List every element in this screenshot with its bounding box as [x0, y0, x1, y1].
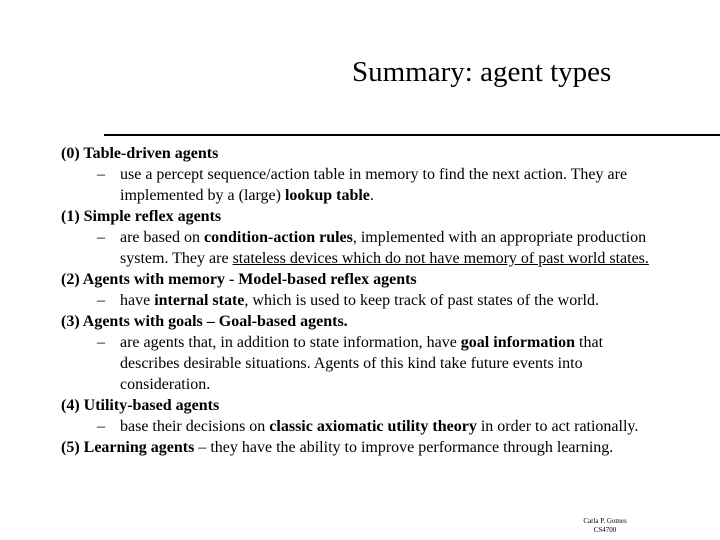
- heading-text: (5) Learning agents: [61, 439, 195, 456]
- item-detail-line: [61, 374, 717, 395]
- detail-text: implemented by a (large): [120, 187, 285, 204]
- detail-underlined: stateless devices which do not have memory of past world states.: [232, 250, 649, 267]
- item-heading-agents-with-memory: [61, 269, 717, 290]
- detail-text: in order to act rationally.: [476, 418, 639, 435]
- agent-types-list: [61, 143, 717, 458]
- detail-text: .: [369, 187, 374, 204]
- detail-text: that: [575, 334, 604, 351]
- detail-text: are based on: [120, 229, 204, 246]
- bullet-dash: –: [97, 166, 105, 183]
- bullet-dash: –: [97, 229, 105, 246]
- footer-author: Carla P. Gomes: [583, 517, 627, 525]
- heading-text: (3) Agents with goals –: [61, 313, 219, 330]
- detail-text: , implemented with an appropriate production: [352, 229, 647, 246]
- detail-text: , which is used to keep track of past states of the world.: [244, 292, 599, 309]
- bullet-dash: –: [97, 292, 105, 309]
- item-heading-learning: [61, 437, 717, 458]
- item-detail-line: [61, 353, 717, 374]
- item-detail-line: [61, 290, 717, 311]
- footer-course: CS4700: [593, 526, 617, 534]
- item-heading-utility-based: (4) Utility-based agents: [61, 397, 220, 414]
- heading-text: Goal-based agents.: [218, 313, 348, 330]
- heading-text: Model-based reflex agents: [238, 271, 417, 288]
- heading-tail-text: – they have the ability to improve performance through learning.: [194, 439, 614, 456]
- detail-emphasis: goal information: [460, 334, 576, 351]
- item-detail-line: [61, 164, 717, 185]
- detail-text: have: [120, 292, 155, 309]
- detail-text: consideration.: [120, 376, 211, 393]
- detail-emphasis: classic axiomatic utility theory: [269, 418, 477, 435]
- item-heading-agents-with-goals: [61, 311, 717, 332]
- detail-emphasis: condition-action rules: [203, 229, 353, 246]
- item-detail-line: [61, 332, 717, 353]
- title-divider: [104, 134, 720, 136]
- item-heading-table-driven: (0) Table-driven agents: [61, 145, 219, 162]
- item-detail-line: [61, 227, 717, 248]
- item-heading-simple-reflex: (1) Simple reflex agents: [61, 208, 222, 225]
- item-detail-line: [61, 416, 717, 437]
- slide-title: Summary: agent types: [352, 56, 612, 88]
- detail-emphasis: lookup table: [284, 187, 370, 204]
- item-detail-line: [61, 185, 717, 206]
- detail-text: system. They are: [120, 250, 233, 267]
- bullet-dash: –: [97, 334, 105, 351]
- detail-text: are agents that, in addition to state information, have: [120, 334, 461, 351]
- detail-text: base their decisions on: [120, 418, 270, 435]
- slide-footer: [560, 517, 650, 535]
- item-detail-line: [61, 248, 717, 269]
- bullet-dash: –: [97, 418, 105, 435]
- detail-text: describes desirable situations. Agents of this kind take future events into: [120, 355, 583, 372]
- heading-text: (2) Agents with memory -: [61, 271, 239, 288]
- detail-text: use a percept sequence/action table in memory to find the next action. They are: [120, 166, 628, 183]
- detail-emphasis: internal state: [154, 292, 245, 309]
